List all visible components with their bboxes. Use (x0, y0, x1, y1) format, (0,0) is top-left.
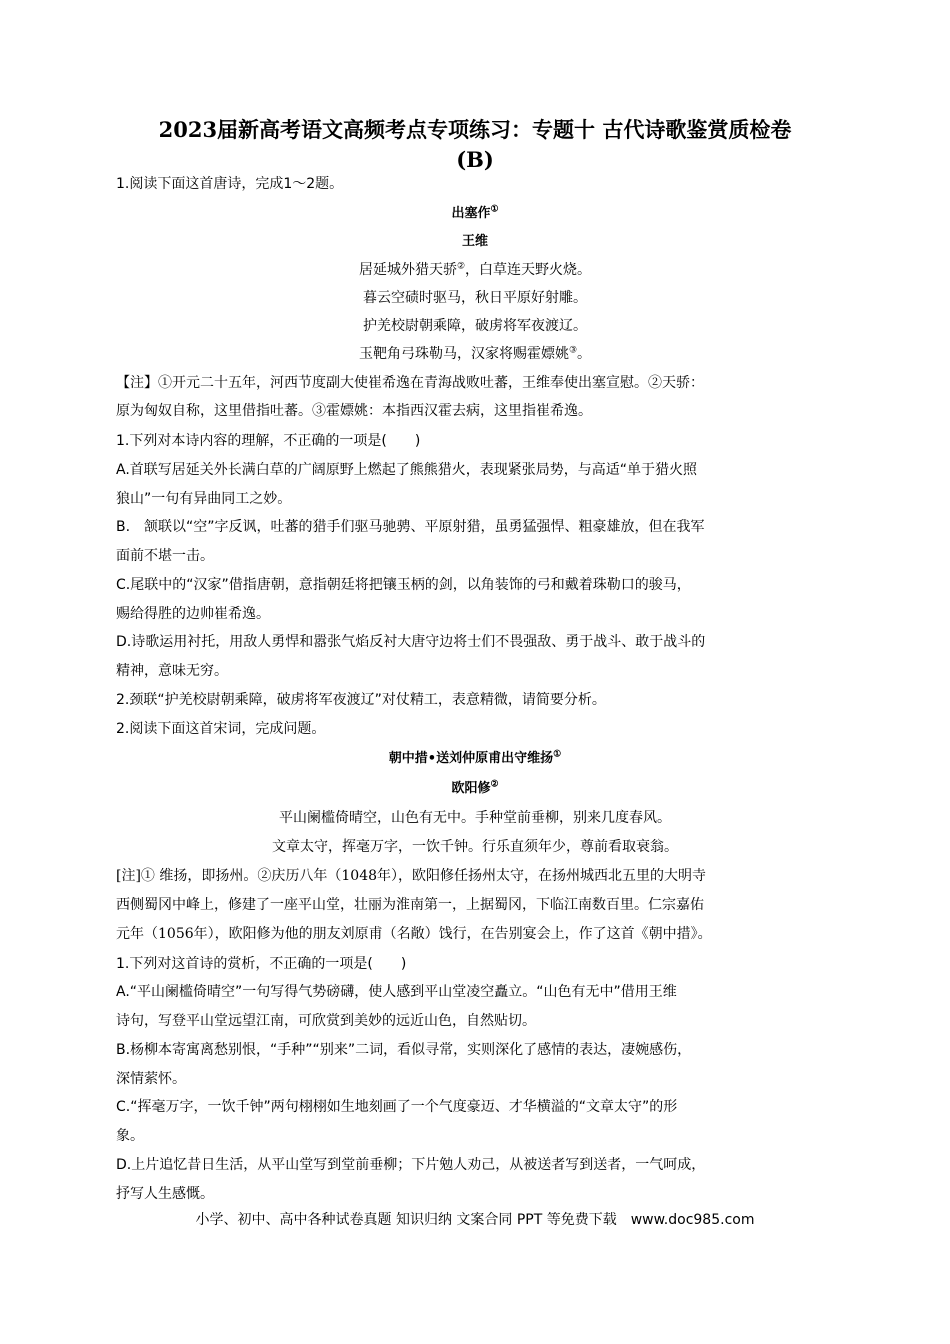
poem2-notes: 元年（1056年），欧阳修为他的朋友刘原甫（名敞）饯行，在告别宴会上，作了这首《朝中措》。 (116, 926, 712, 942)
poem2-line: 平山阑槛倚晴空，山色有无中。手种堂前垂柳，别来几度春风。 (279, 810, 671, 826)
poem1-line-text: 玉靶角弓珠勒马，汉家将赐霍嫖姚 (358, 346, 569, 362)
poem1-line: 暮云空碛时驱马，秋日平原好射雕。 (363, 290, 587, 306)
poem2-author-note: ② (490, 779, 499, 790)
document-title-variant: (B) (456, 147, 494, 172)
option-b: B.杨柳本寄寓离愁别恨，“手种”“别来”二词，看似寻常，实则深化了感情的表达，凄婉感伤， (116, 1042, 692, 1058)
option-a: A.“平山阑槛倚晴空”一句写得气势磅礴，使人感到平山堂凌空矗立。“山色有无中”借用王维 (116, 984, 677, 1000)
poem1-line-text: 居延城外猎天骄 (358, 262, 457, 278)
poem2-author-text: 欧阳修 (451, 781, 491, 796)
question-1-2: 2.颈联“护羌校尉朝乘障，破虏将军夜渡辽”对仗精工，表意精微，请简要分析。 (116, 692, 606, 708)
option-d-cont: 精神，意味无穷。 (116, 663, 228, 679)
option-c: C.尾联中的“汉家”借指唐朝，意指朝廷将把镶玉柄的剑，以角装饰的弓和戴着珠勒口的骏马， (116, 577, 691, 593)
question-2-1: 1.下列对这首诗的赏析，不正确的一项是( ) (116, 956, 407, 972)
option-d: D.上片追忆昔日生活，从平山堂写到堂前垂柳；下片勉人劝己，从被送者写到送者，一气呵成， (116, 1157, 706, 1173)
poem1-author: 王维 (461, 234, 488, 249)
option-a-cont: 狼山”一句有异曲同工之妙。 (116, 491, 292, 507)
option-a-cont: 诗句，写登平山堂远望江南，可欣赏到美妙的远近山色，自然贴切。 (116, 1013, 536, 1029)
poem1-line (100, 344, 850, 364)
section1-intro: 1.阅读下面这首唐诗，完成1～2题。 (116, 176, 344, 192)
poem2-title-note: ① (553, 749, 562, 760)
option-b: B. 颔联以“空”字反讽，吐蕃的猎手们驱马驰骋、平原射猎，虽勇猛强悍、粗豪雄放，但在我军 (116, 519, 705, 535)
poem1-line-note: ③ (568, 345, 578, 356)
poem2-title-text: 朝中措•送刘仲原甫出守维扬 (388, 751, 554, 766)
poem1-line-tail: ，白草连天野火烧。 (465, 262, 592, 278)
poem1-line: 护羌校尉朝乘障，破虏将军夜渡辽。 (363, 318, 587, 334)
footer-link-text: 小学、初中、高中各种试卷真题 知识归纳 文案合同 PPT 等免费下载 www.doc985.com (195, 1212, 755, 1228)
poem1-line-tail: 。 (577, 346, 592, 362)
poem2-author (100, 779, 850, 799)
option-c-cont: 赐给得胜的边帅崔希逸。 (116, 606, 270, 622)
poem1-line (100, 260, 850, 280)
poem2-notes: 西侧蜀冈中峰上，修建了一座平山堂，壮丽为淮南第一，上据蜀冈，下临江南数百里。仁宗嘉佑 (116, 897, 704, 913)
option-d: D.诗歌运用衬托，用敌人勇悍和嚣张气焰反衬大唐守边将士们不畏强敌、勇于战斗、敢于战斗的 (116, 634, 706, 650)
poem2-line: 文章太守，挥毫万字，一饮千钟。行乐直须年少，尊前看取衰翁。 (272, 839, 678, 855)
option-c: C.“挥毫万字，一饮千钟”两句栩栩如生地刻画了一个气度豪迈、才华横溢的“文章太守”的形 (116, 1099, 678, 1115)
poem1-line-note: ② (456, 261, 466, 272)
poem2-title (100, 749, 850, 769)
question-1-1: 1.下列对本诗内容的理解，不正确的一项是( ) (116, 433, 421, 449)
poem2-notes: [注]① 维扬，即扬州。②庆历八年（1048年），欧阳修任扬州太守，在扬州城西北五里的大明寺 (116, 868, 707, 884)
section2-intro: 2.阅读下面这首宋词，完成问题。 (116, 721, 326, 737)
document-title: 2023届新高考语文高频考点专项练习：专题十 古代诗歌鉴赏质检卷 (158, 117, 792, 142)
poem1-notes: 【注】①开元二十五年，河西节度副大使崔希逸在青海战败吐蕃，王维奉使出塞宣慰。②天骄： (116, 375, 704, 391)
poem1-notes: 原为匈奴自称，这里借指吐蕃。③霍嫖姚：本指西汉霍去病，这里指崔希逸。 (116, 403, 592, 419)
option-d-cont: 抒写人生感慨。 (116, 1186, 214, 1202)
option-c-cont: 象。 (116, 1128, 144, 1144)
poem1-title-text: 出塞作 (451, 206, 491, 221)
poem1-title-note: ① (490, 204, 499, 215)
option-a: A.首联写居延关外长满白草的广阔原野上燃起了熊熊猎火，表现紧张局势，与高适“单于猎火照 (116, 462, 698, 478)
option-b-cont: 深情萦怀。 (116, 1071, 186, 1087)
poem1-title (100, 204, 850, 224)
option-b-cont: 面前不堪一击。 (116, 548, 214, 564)
